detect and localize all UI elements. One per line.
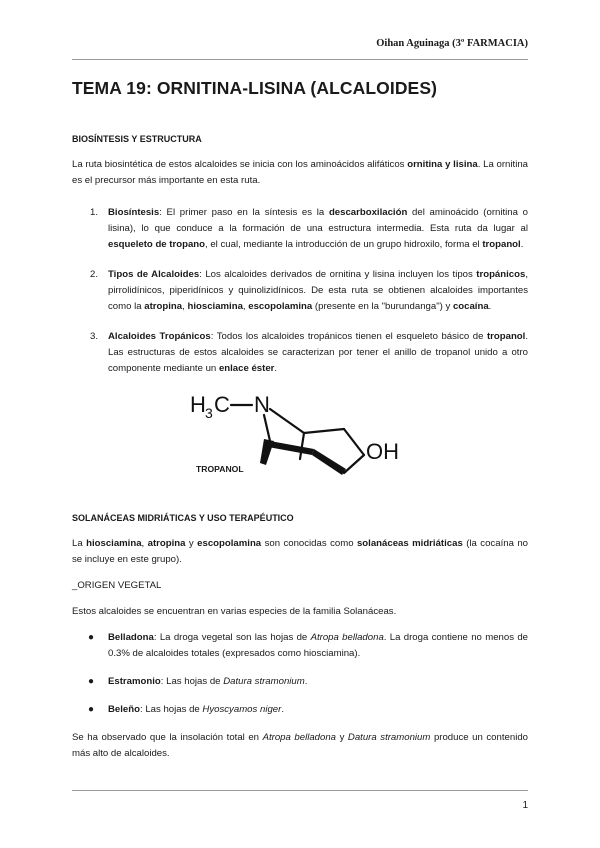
text-run: : El primer paso en la síntesis es la: [159, 207, 329, 218]
list-number: 2.: [90, 269, 99, 280]
bullet-icon: ●: [88, 676, 95, 687]
italic-run: Datura stramonium: [223, 676, 305, 687]
text-run: : Las hojas de: [160, 676, 224, 687]
text-run: (presente en la "burundanga") y: [312, 301, 453, 312]
list-spacer: [72, 662, 528, 674]
text-run: y: [185, 538, 198, 549]
label-oh: OH: [366, 439, 399, 464]
solanaceas-paragraph: [72, 536, 528, 568]
bond-bridge: [300, 433, 304, 459]
italic-run: Atropa belladona: [310, 632, 384, 643]
document-body: [72, 131, 528, 762]
page-header-author: Oihan Aguinaga (3º FARMACIA): [376, 38, 528, 49]
text-run: Se ha observado que la insolación total en: [72, 732, 263, 743]
origin-paragraph: Estos alcaloides se encuentran en varias especies de la familia Solanáceas.: [72, 606, 397, 617]
figure-caption: TROPANOL: [196, 464, 244, 474]
section-heading-biosintesis: BIOSÍNTESIS Y ESTRUCTURA: [72, 134, 202, 144]
closing-paragraph: [72, 730, 528, 762]
text-run: : La droga vegetal son las hojas de: [153, 632, 311, 643]
bold-run: Tipos de Alcaloides: [108, 269, 200, 280]
text-run: . La ornitina es el precursor más importante en esta ruta.: [72, 159, 528, 186]
bold-run: descarboxilación: [328, 207, 408, 218]
bold-run: tropánicos: [476, 269, 526, 280]
intro-paragraph: [72, 157, 528, 189]
text-run: . La droga contiene no menos de 0.3% de alcaloides totales (expresados como hiosciamina).: [108, 632, 528, 659]
text-run: ,: [141, 538, 148, 549]
bold-run: ornitina y lisina: [407, 159, 478, 170]
bullet-icon: ●: [88, 632, 95, 643]
text-run: , pirrolidínicos, piperidínicos y quinolizidínicos. De esta ruta se obtienen alcaloides importantes como la: [108, 269, 528, 312]
page-title: TEMA 19: ORNITINA-LISINA (ALCALOIDES): [72, 78, 438, 98]
section-heading-solanaceas: SOLANÁCEAS MIDRIÁTICAS Y USO TERAPÉUTICO: [72, 513, 294, 523]
bold-run: Belladona: [108, 632, 154, 643]
bold-run: atropina: [144, 301, 183, 312]
bullet-item-estramonio: [72, 674, 528, 690]
text-run: La ruta biosintética de estos alcaloides se inicia con los aminoácidos alifáticos: [72, 159, 408, 170]
bond-ring-2: [344, 429, 364, 455]
list-item-tipos: [72, 267, 528, 315]
text-run: .: [274, 363, 278, 374]
text-run: produce un contenido más alto de alcaloides.: [72, 732, 528, 759]
list-spacer: [72, 690, 528, 702]
text-run: . Las estructuras de estos alcaloides se caracterizan por tener el anillo de tropanol unido a otro componente mediante un: [108, 331, 528, 374]
bold-run: tropanol: [482, 239, 521, 250]
bond-ring-3: [344, 455, 364, 473]
bold-run: atropina: [147, 538, 186, 549]
text-run: del aminoácido (ornitina o lisina), lo que conduce a la formación de una estructura intermedia. Esta ruta da lugar al: [108, 207, 528, 234]
bold-run: Estramonio: [108, 676, 161, 687]
bold-run: Alcaloides Tropánicos: [108, 331, 211, 342]
text-run: : Todos los alcaloides tropánicos tienen el esqueleto básico de: [210, 331, 487, 342]
bullet-list: [72, 630, 528, 718]
bold-run: tropanol: [486, 331, 526, 342]
bond-n-bridgehead: [270, 409, 304, 433]
label-subscript: 3: [205, 405, 213, 421]
italic-run: Hyoscyamos niger: [202, 704, 282, 715]
text-run: son conocidas como: [261, 538, 357, 549]
label-c: C: [214, 392, 230, 417]
wedge-bond-2: [312, 449, 346, 475]
italic-run: Datura stramonium: [347, 732, 431, 743]
italic-run: Atropa belladona: [262, 732, 337, 743]
text-run: La: [72, 538, 87, 549]
text-run: .: [304, 676, 308, 687]
list-spacer: [72, 253, 528, 267]
text-run: y: [336, 732, 348, 743]
text-run: (la cocaína no se incluye en este grupo).: [72, 538, 528, 565]
list-number: 3.: [90, 331, 99, 342]
list-number: 1.: [90, 207, 99, 218]
text-run: ,: [242, 301, 249, 312]
list-spacer: [72, 315, 528, 329]
bold-run: esqueleto de tropano: [108, 239, 206, 250]
bold-run: Beleño: [108, 704, 140, 715]
wedge-bond-1: [268, 441, 314, 455]
bold-run: Biosíntesis: [108, 207, 160, 218]
bond-ring-1: [304, 429, 344, 433]
bullet-item-belladona: [72, 630, 528, 662]
numbered-list: [72, 205, 528, 377]
list-item-biosintesis: [72, 205, 528, 253]
bold-run: hiosciamina: [187, 301, 243, 312]
subheading-origen-vegetal: _ORIGEN VEGETAL: [72, 580, 162, 591]
list-item-tropanicos: [72, 329, 528, 377]
text-run: .: [488, 301, 492, 312]
bold-run: escopolamina: [248, 301, 313, 312]
text-run: ,: [182, 301, 188, 312]
bold-run: hiosciamina: [86, 538, 142, 549]
wedge-bond-3: [260, 439, 274, 465]
text-run: : Los alcaloides derivados de ornitina y lisina incluyen los tipos: [199, 269, 477, 280]
bold-run: enlace éster: [218, 363, 275, 374]
bullet-icon: ●: [88, 704, 95, 715]
footer-rule: [72, 790, 528, 791]
text-run: : Las hojas de: [140, 704, 203, 715]
header-rule: [72, 59, 528, 60]
label-n: N: [254, 392, 270, 417]
bond-n-c1: [264, 415, 270, 441]
text-run: , el cual, mediante la introducción de un grupo hidroxilo, forma el: [205, 239, 483, 250]
bold-run: cocaína: [452, 301, 489, 312]
page-number: 1: [522, 800, 528, 811]
text-run: .: [281, 704, 284, 715]
bold-run: escopolamina: [197, 538, 262, 549]
bold-run: solanáceas midriáticas: [356, 538, 463, 549]
tropanol-figure: [72, 385, 528, 493]
text-run: .: [520, 239, 524, 250]
bullet-item-beleno: [72, 702, 528, 718]
label-h: H: [190, 392, 206, 417]
